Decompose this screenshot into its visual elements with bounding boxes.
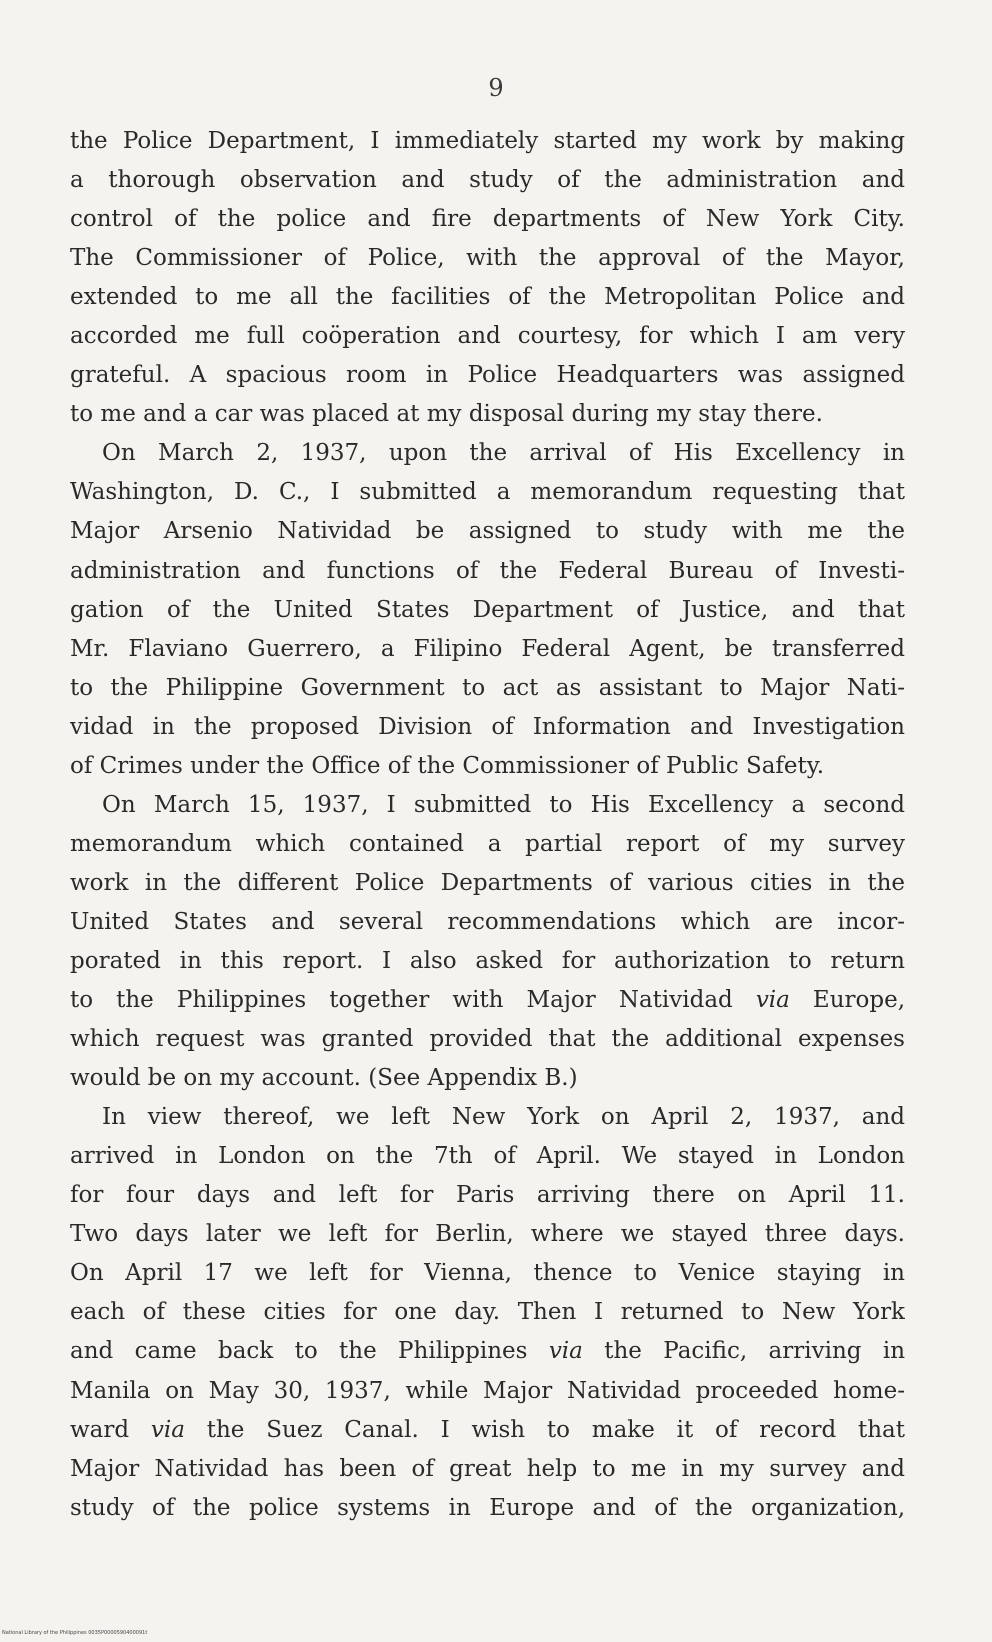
text-line: vidad in the proposed Division of Information and Investigation bbox=[70, 713, 905, 740]
text-line: memorandum which contained a partial report of my survey bbox=[70, 830, 905, 857]
text-line: of Crimes under the Office of the Commissioner of Public Safety. bbox=[70, 752, 825, 779]
text-line: ward via the Suez Canal. I wish to make it of record that bbox=[70, 1416, 905, 1443]
text-line: On March 2, 1937, upon the arrival of His Excellency in bbox=[102, 440, 905, 467]
text-line: Major Natividad has been of great help to me in my survey and bbox=[70, 1455, 905, 1482]
text-line: grateful. A spacious room in Police Headquarters was assigned bbox=[70, 362, 905, 389]
text-line: On March 15, 1937, I submitted to His Excellency a second bbox=[102, 791, 905, 818]
text-line: The Commissioner of Police, with the approval of the Mayor, bbox=[70, 245, 905, 272]
text-line: Two days later we left for Berlin, where we stayed three days. bbox=[70, 1221, 905, 1248]
text-line: porated in this report. I also asked for authorization to return bbox=[70, 947, 905, 974]
text-line: On April 17 we left for Vienna, thence to Venice staying in bbox=[70, 1260, 905, 1287]
text-line: arrived in London on the 7th of April. We stayed in London bbox=[70, 1143, 905, 1170]
text-line: which request was granted provided that the additional expenses bbox=[70, 1026, 905, 1053]
text-line: would be on my account. (See Appendix B.) bbox=[70, 1065, 578, 1092]
text-line: Mr. Flaviano Guerrero, a Filipino Federal Agent, be transferred bbox=[70, 635, 905, 662]
text-line: the Police Department, I immediately started my work by making bbox=[70, 128, 905, 154]
text-line: administration and functions of the Federal Bureau of Investi- bbox=[70, 557, 905, 584]
text-line: In view thereof, we left New York on April 2, 1937, and bbox=[102, 1104, 905, 1131]
body-text bbox=[70, 122, 905, 1528]
text-line: for four days and left for Paris arriving there on April 11. bbox=[70, 1182, 905, 1209]
text-line: gation of the United States Department of Justice, and that bbox=[70, 596, 905, 623]
text-line: and came back to the Philippines via the Pacific, arriving in bbox=[70, 1338, 905, 1365]
text-line: to the Philippine Government to act as assistant to Major Nati- bbox=[70, 674, 905, 701]
text-line: work in the different Police Departments of various cities in the bbox=[70, 869, 905, 896]
text-line: study of the police systems in Europe and of the organization, bbox=[70, 1494, 905, 1521]
text-line: to the Philippines together with Major Natividad via Europe, bbox=[70, 987, 905, 1014]
text-line: extended to me all the facilities of the Metropolitan Police and bbox=[70, 284, 905, 311]
text-line: Major Arsenio Natividad be assigned to study with me the bbox=[70, 518, 905, 545]
text-line: control of the police and fire departments of New York City. bbox=[70, 206, 905, 233]
text-line: accorded me full coöperation and courtesy, for which I am very bbox=[70, 323, 905, 350]
page-number: 9 bbox=[488, 74, 504, 102]
text-line: Washington, D. C., I submitted a memorandum requesting that bbox=[70, 479, 905, 506]
text-line: United States and several recommendations which are incor- bbox=[70, 908, 905, 935]
text-line: a thorough observation and study of the administration and bbox=[70, 167, 905, 194]
text-line: each of these cities for one day. Then I returned to New York bbox=[70, 1299, 905, 1326]
text-line: to me and a car was placed at my disposal during my stay there. bbox=[70, 401, 823, 428]
footer-note: National Library of the Philippines 0035P0000590400091t bbox=[2, 1630, 148, 1636]
text-line: Manila on May 30, 1937, while Major Natividad proceeded home- bbox=[70, 1377, 905, 1404]
